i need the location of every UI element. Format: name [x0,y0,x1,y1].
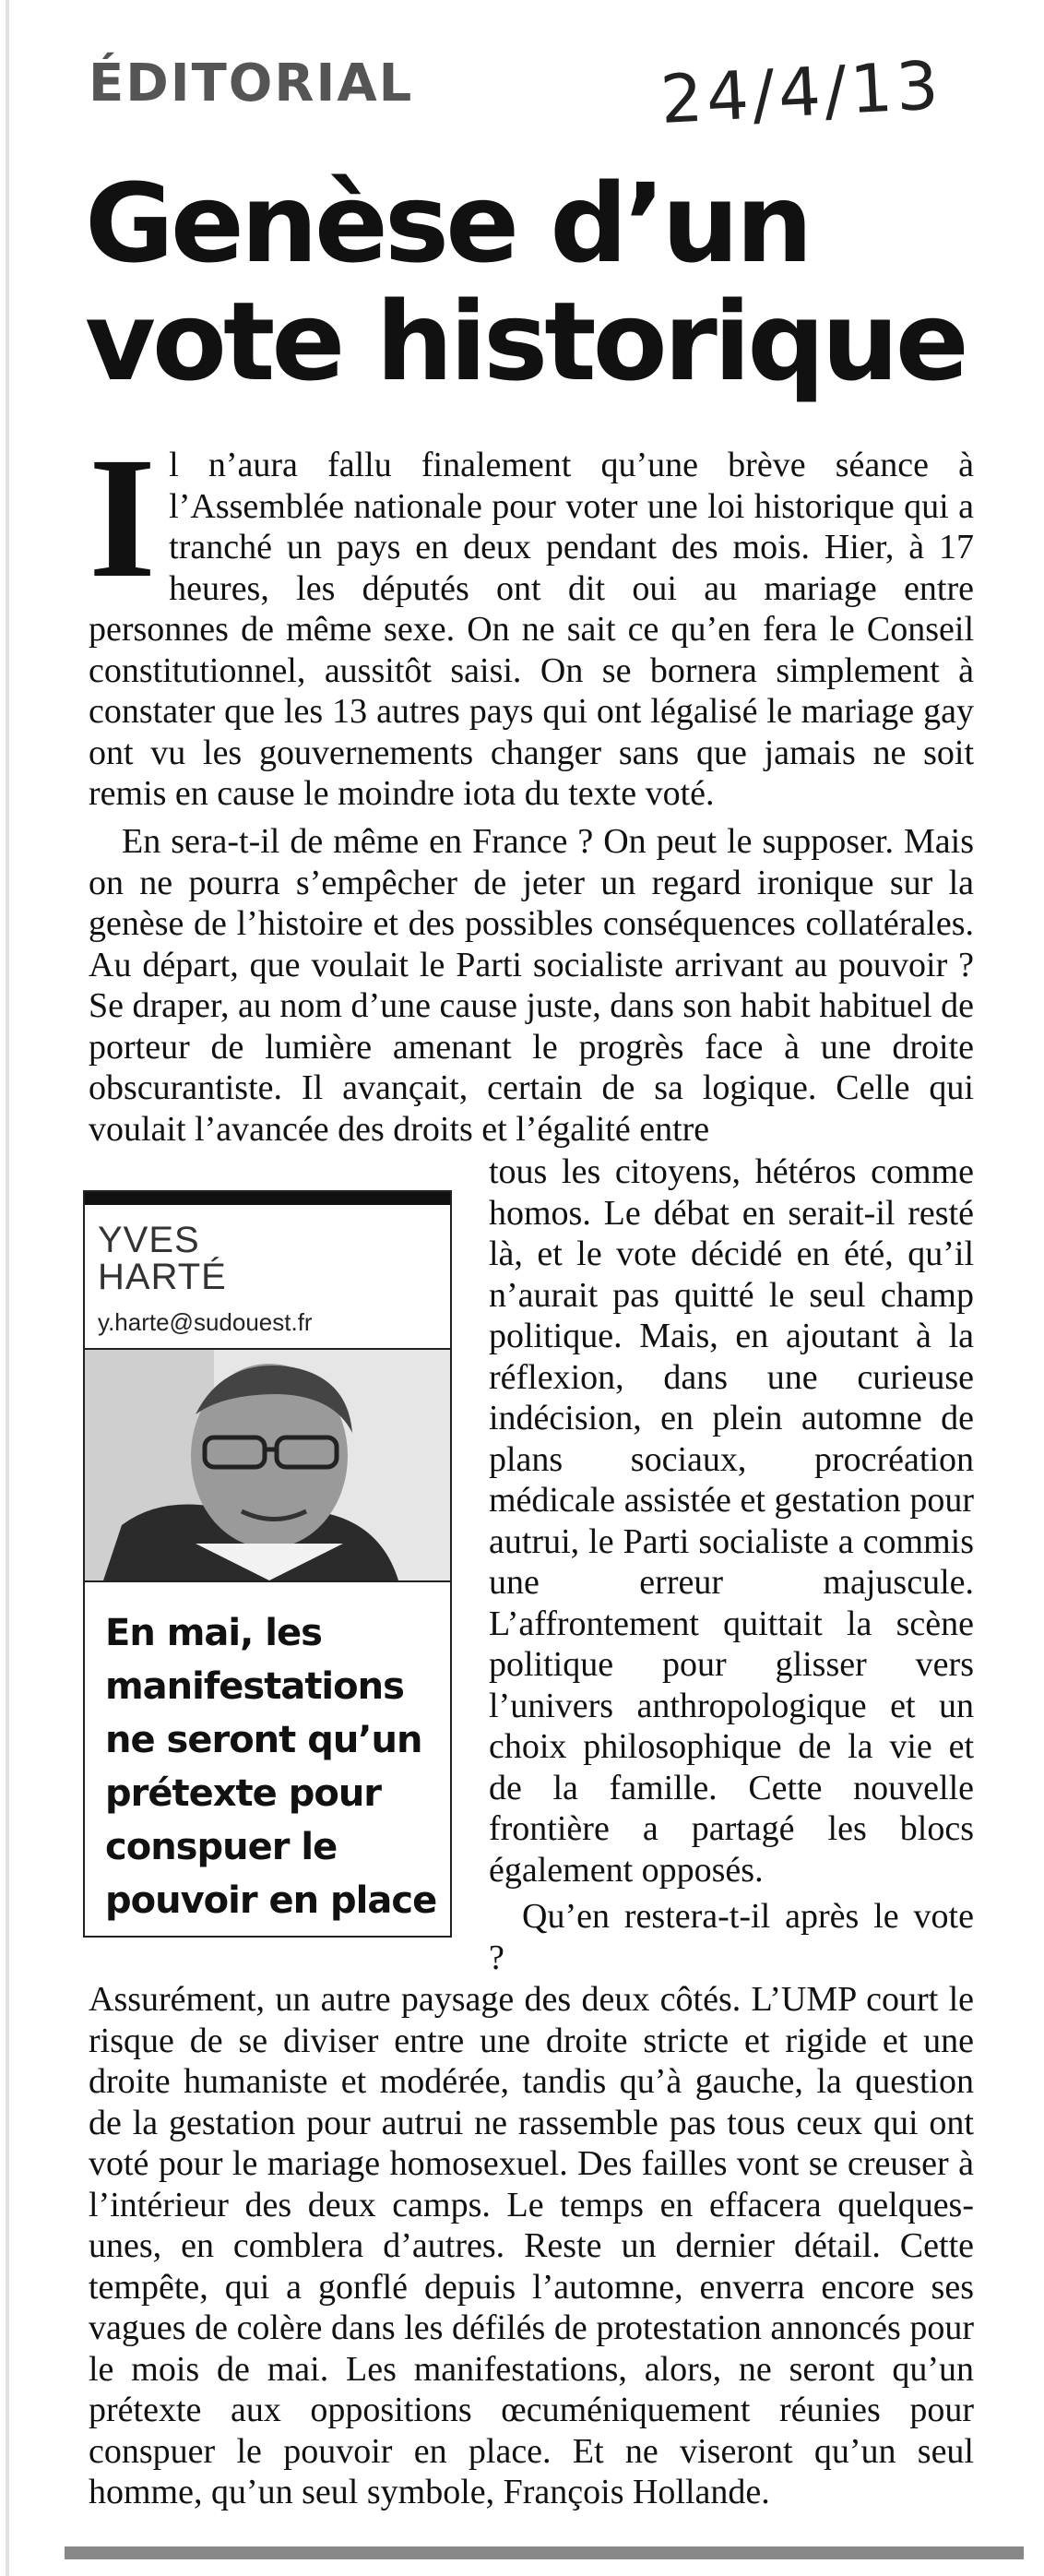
author-photo [85,1348,450,1582]
bottom-rule [65,2546,1024,2559]
paragraph-1-text: l n’aura fallu finalement qu’une brève séance à l’Assemblée nationale pour voter une loi historique qui a tranché un pays en deux pendant des mois. Hier, à 17 heures, les députés ont dit oui au mariage entre personnes de même sexe. On ne sait ce qu’en fera le Conseil constitutionnel, aussitôt saisi. On se bornera simplement à constater que les 13 autres pays qui ont légalisé le mariage gay ont vu les gouvernements changer sans que jamais ne soit remis en cause le moindre iota du texte voté. [89,446,974,813]
author-last-name: HARTÉ [98,1257,227,1297]
author-name [85,1205,450,1295]
scan-edge [6,0,9,2576]
paragraph-3: Assurément, un autre paysage des deux côtés. L’UMP court le risque de se diviser entre une droite stricte et rigide et une droite humaniste et modérée, tandis qu’à gauche, la question de la gestation pour autrui ne rassemble pas tous ceux qui ont voté pour le mariage homosexuel. Des failles vont se creuser à l’intérieur des deux camps. Le temps en effacera quelques-unes, en comblera d’autres. Reste un dernier détail. Cette tempête, qui a gonflé depuis l’automne, enverra encore ses vagues de colère dans les défilés de protestation annoncés pour le mois de mai. Les manifestations, alors, ne seront qu’un prétexte aux oppositions œcuméniquement réunies pour conspuer le pouvoir en place. Et ne viseront qu’un seul homme, qu’un seul symbole, François Hollande. [89,1980,974,2511]
author-portrait-icon [85,1350,450,1580]
paragraph-2-continued: tous les citoyens, hétéros comme homos. Le débat en serait-il resté là, et le vote décidé en été, qu’il n’aurait pas quitté le seul champ politique. Mais, en ajoutant à la réflexion, dans une curieuse indécision, en plein automne de plans sociaux, procréation médicale assistée et gestation pour autrui, le Parti socialiste a commis une erreur majuscule. L’affrontement quittait la scène politique pour glisser vers l’univers anthropologique et un choix philosophique de la vie et de la famille. Cette nouvelle frontière a partagé les blocs également opposés. [489,1152,974,1890]
paragraph-1 [89,421,974,815]
author-box-rule [85,1192,450,1205]
handwritten-date: 24/4/13 [658,46,944,138]
section-label: ÉDITORIAL [89,54,414,113]
headline: Genèse d’un vote historique [85,160,966,405]
author-box [83,1190,452,1938]
paragraph-2: En sera-t-il de même en France ? On peut le supposer. Mais on ne pourra s’empêcher de jeter un regard ironique sur la genèse de l’histoire et des possibles conséquences collatérales. Au départ, que voulait le Parti socialiste arrivant au pouvoir ? Se draper, au nom d’une cause juste, dans son habit habituel de porteur de lumière amenant le progrès face à une droite obscurantiste. Il avançait, certain de sa logique. Celle qui voulait l’avancée des droits et l’égalité entre [89,822,974,1149]
author-first-name: YVES [98,1220,200,1260]
drop-cap: I [89,421,157,614]
pull-quote: En mai, les manifestations ne seront qu’un prétexte pour conspuer le pouvoir en place [105,1612,437,1922]
paragraph-3-start: Qu’en restera-t-il après le vote ? [489,1897,974,1977]
author-email: y.harte@sudouest.fr [98,1308,313,1336]
